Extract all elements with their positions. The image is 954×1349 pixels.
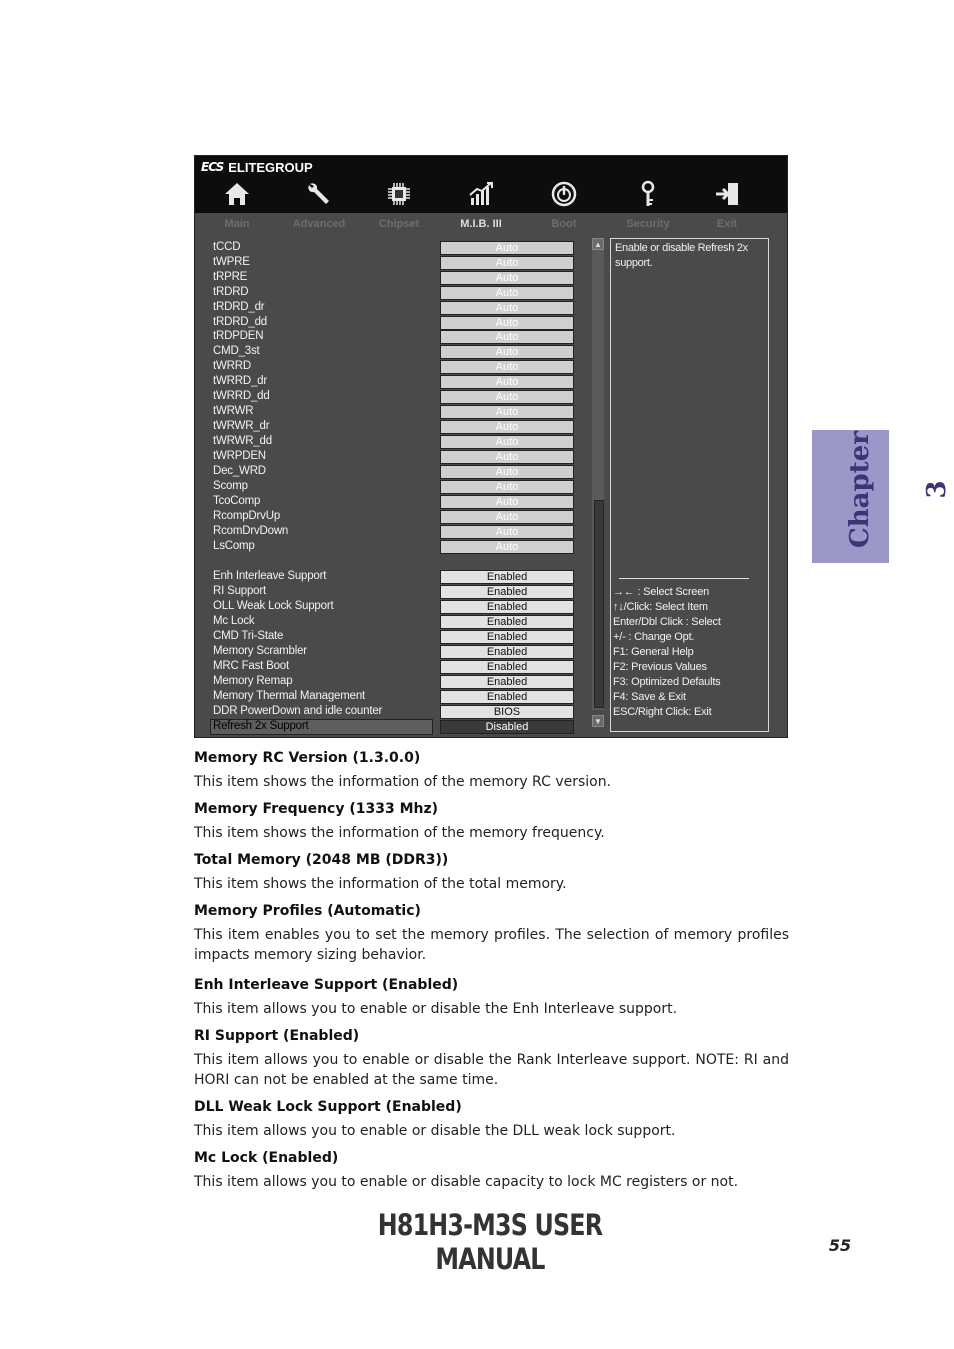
setting-row[interactable]: [213, 300, 593, 315]
setting-name: Mc Lock: [213, 615, 255, 627]
tab-advanced-label: Advanced: [292, 218, 346, 230]
section-body: This item allows you to enable or disable the DLL weak lock support.: [194, 1123, 676, 1139]
setting-value[interactable]: Enabled: [440, 660, 574, 674]
setting-value[interactable]: Auto: [440, 525, 574, 539]
tab-mib-iii[interactable]: [446, 180, 516, 230]
setting-value[interactable]: Auto: [440, 360, 574, 374]
chart-icon: [467, 180, 495, 208]
setting-name: tWRWR_dd: [213, 435, 272, 447]
setting-value[interactable]: Disabled: [440, 720, 574, 734]
setting-value[interactable]: Auto: [440, 256, 574, 270]
setting-row[interactable]: [213, 344, 593, 359]
key-hint: F2: Previous Values: [613, 661, 707, 673]
brand: [201, 159, 313, 175]
ecs-logo: ECS: [201, 160, 224, 174]
setting-name: Memory Remap: [213, 675, 293, 687]
section-heading: RI Support (Enabled): [194, 1028, 360, 1044]
setting-value[interactable]: BIOS: [440, 705, 574, 719]
key-hint: F3: Optimized Defaults: [613, 676, 721, 688]
power-icon: [550, 180, 578, 208]
setting-value[interactable]: Auto: [440, 345, 574, 359]
setting-value[interactable]: Auto: [440, 375, 574, 389]
tab-exit-label: Exit: [716, 218, 738, 230]
setting-name: CMD_3st: [213, 345, 260, 357]
setting-name: Memory Thermal Management: [213, 690, 366, 702]
setting-row[interactable]: [213, 359, 593, 374]
tab-mib-iii-label: M.I.B. III: [460, 218, 502, 230]
setting-name: Refresh 2x Support: [213, 720, 309, 732]
setting-name: OLL Weak Lock Support: [213, 600, 334, 612]
setting-name: tRDPDEN: [213, 330, 264, 342]
setting-name: tWRWR_dr: [213, 420, 270, 432]
setting-value[interactable]: Auto: [440, 435, 574, 449]
help-divider: [619, 578, 749, 579]
bios-screenshot: [194, 155, 788, 738]
setting-value[interactable]: Enabled: [440, 570, 574, 584]
setting-row[interactable]: [213, 584, 593, 599]
bios-tabs: [195, 180, 787, 230]
setting-value[interactable]: Auto: [440, 271, 574, 285]
section-heading: Mc Lock (Enabled): [194, 1150, 339, 1166]
chapter-tab: [812, 430, 952, 563]
setting-row[interactable]: [213, 285, 593, 300]
setting-row[interactable]: [213, 674, 593, 689]
setting-value[interactable]: Auto: [440, 405, 574, 419]
tab-exit[interactable]: [692, 180, 762, 230]
setting-row[interactable]: [213, 374, 593, 389]
setting-name: tWRPDEN: [213, 450, 266, 462]
wrench-icon: [305, 180, 333, 208]
setting-name: Enh Interleave Support: [213, 570, 327, 582]
section-body: This item shows the information of the total memory.: [194, 876, 567, 892]
setting-row[interactable]: [213, 419, 593, 434]
setting-value[interactable]: Enabled: [440, 645, 574, 659]
setting-name: tCCD: [213, 241, 241, 253]
section-heading: DLL Weak Lock Support (Enabled): [194, 1099, 462, 1115]
setting-value[interactable]: Auto: [440, 450, 574, 464]
setting-name: tRDRD_dr: [213, 301, 265, 313]
setting-row[interactable]: [213, 434, 593, 449]
setting-row[interactable]: [213, 704, 593, 719]
setting-name: tRDRD: [213, 286, 249, 298]
exit-icon: [713, 180, 741, 208]
section-body: This item allows you to enable or disable capacity to lock MC registers or not.: [194, 1174, 739, 1190]
setting-name: Scomp: [213, 480, 248, 492]
setting-name: tWPRE: [213, 256, 250, 268]
tab-main[interactable]: [202, 180, 272, 230]
setting-row[interactable]: [213, 464, 593, 479]
setting-name: tRPRE: [213, 271, 248, 283]
setting-name: tWRRD_dr: [213, 375, 267, 387]
setting-name: CMD Tri-State: [213, 630, 284, 642]
setting-name: DDR PowerDown and idle counter: [213, 705, 383, 717]
section-body: This item allows you to enable or disable the Rank Interleave support. NOTE: RI and HORI can not be enabled at the same time.: [194, 1052, 789, 1088]
setting-name: RcomDrvDown: [213, 525, 289, 537]
brand-name: ELITEGROUP: [228, 159, 313, 175]
section-heading: Memory RC Version (1.3.0.0): [194, 750, 421, 766]
setting-row[interactable]: [213, 614, 593, 629]
setting-name: RcompDrvUp: [213, 510, 281, 522]
setting-name: Dec_WRD: [213, 465, 266, 477]
setting-row-selected[interactable]: [213, 719, 593, 734]
setting-row[interactable]: [213, 255, 593, 270]
help-text: Enable or disable Refresh 2x support.: [615, 242, 748, 269]
tab-main-label: Main: [224, 218, 250, 230]
setting-row[interactable]: [213, 449, 593, 464]
section-heading: Memory Profiles (Automatic): [194, 903, 421, 919]
setting-row[interactable]: [213, 240, 593, 255]
setting-row[interactable]: [213, 599, 593, 614]
page-number: 55: [828, 1236, 852, 1255]
setting-value[interactable]: Auto: [440, 241, 574, 255]
manual-title: H81H3-M3S USER MANUAL: [377, 1208, 603, 1276]
scrollbar-thumb[interactable]: [594, 500, 604, 708]
tab-boot[interactable]: [529, 180, 599, 230]
setting-value[interactable]: Auto: [440, 390, 574, 404]
setting-value[interactable]: Enabled: [440, 615, 574, 629]
scroll-down-icon[interactable]: ▼: [592, 715, 604, 727]
home-icon: [223, 180, 251, 208]
setting-row[interactable]: [213, 494, 593, 509]
key-icon: [634, 180, 662, 208]
setting-row[interactable]: [213, 539, 593, 554]
tab-advanced[interactable]: [284, 180, 354, 230]
setting-row[interactable]: [213, 689, 593, 704]
key-hint: ↑↓/Click: Select Item: [613, 601, 708, 613]
tab-security-label: Security: [626, 218, 670, 230]
setting-name: tWRRD: [213, 360, 251, 372]
setting-row[interactable]: [213, 659, 593, 674]
setting-row[interactable]: [213, 644, 593, 659]
setting-value[interactable]: Enabled: [440, 675, 574, 689]
setting-value[interactable]: Enabled: [440, 600, 574, 614]
chip-icon: [385, 180, 413, 208]
setting-row[interactable]: [213, 404, 593, 419]
setting-row[interactable]: [213, 329, 593, 344]
setting-value[interactable]: Auto: [440, 330, 574, 344]
setting-value[interactable]: Auto: [440, 465, 574, 479]
setting-name: RI Support: [213, 585, 266, 597]
tab-chipset-label: Chipset: [378, 218, 420, 230]
help-panel: [610, 238, 769, 732]
setting-value[interactable]: Auto: [440, 540, 574, 554]
tab-chipset[interactable]: [364, 180, 434, 230]
setting-value[interactable]: Enabled: [440, 690, 574, 704]
section-body: This item shows the information of the memory frequency.: [194, 825, 605, 841]
setting-value[interactable]: Enabled: [440, 585, 574, 599]
section-heading: Enh Interleave Support (Enabled): [194, 977, 459, 993]
setting-value[interactable]: Auto: [440, 286, 574, 300]
setting-value[interactable]: Auto: [440, 420, 574, 434]
setting-name: tWRWR: [213, 405, 254, 417]
setting-name: Memory Scrambler: [213, 645, 307, 657]
key-hint: Enter/Dbl Click : Select: [613, 616, 721, 628]
setting-name: TcoComp: [213, 495, 261, 507]
setting-name: LsComp: [213, 540, 255, 552]
key-hint: +/- : Change Opt.: [613, 631, 695, 643]
setting-value[interactable]: Auto: [440, 480, 574, 494]
key-hint: F4: Save & Exit: [613, 691, 686, 703]
setting-row[interactable]: [213, 389, 593, 404]
setting-value[interactable]: Auto: [440, 316, 574, 330]
setting-value[interactable]: Auto: [440, 510, 574, 524]
setting-row[interactable]: [213, 315, 593, 330]
setting-row[interactable]: [213, 479, 593, 494]
section-heading: Memory Frequency (1333 Mhz): [194, 801, 439, 817]
setting-row[interactable]: [213, 270, 593, 285]
setting-row[interactable]: [213, 509, 593, 524]
setting-name: tRDRD_dd: [213, 316, 268, 328]
key-hint: ESC/Right Click: Exit: [613, 706, 712, 718]
setting-value[interactable]: Enabled: [440, 630, 574, 644]
chapter-label: Chapter 3: [845, 431, 952, 548]
setting-name: tWRRD_dd: [213, 390, 270, 402]
key-hint: →← : Select Screen: [613, 586, 710, 598]
section-body: This item allows you to enable or disable the Enh Interleave support.: [194, 1001, 678, 1017]
bios-body: [195, 232, 787, 738]
setting-value[interactable]: Auto: [440, 301, 574, 315]
scroll-up-icon[interactable]: ▲: [592, 238, 604, 250]
setting-value[interactable]: Auto: [440, 495, 574, 509]
setting-row[interactable]: [213, 524, 593, 539]
section-body: This item shows the information of the memory RC version.: [194, 774, 612, 790]
tab-security[interactable]: [613, 180, 683, 230]
section-body: This item enables you to set the memory profiles. The selection of memory profiles impacts memory sizing behavior.: [194, 927, 789, 963]
section-heading: Total Memory (2048 MB (DDR3)): [194, 852, 449, 868]
setting-row[interactable]: [213, 569, 593, 584]
key-legend: [613, 585, 721, 720]
setting-row[interactable]: [213, 629, 593, 644]
setting-name: MRC Fast Boot: [213, 660, 290, 672]
tab-boot-label: Boot: [551, 218, 577, 230]
key-hint: F1: General Help: [613, 646, 694, 658]
